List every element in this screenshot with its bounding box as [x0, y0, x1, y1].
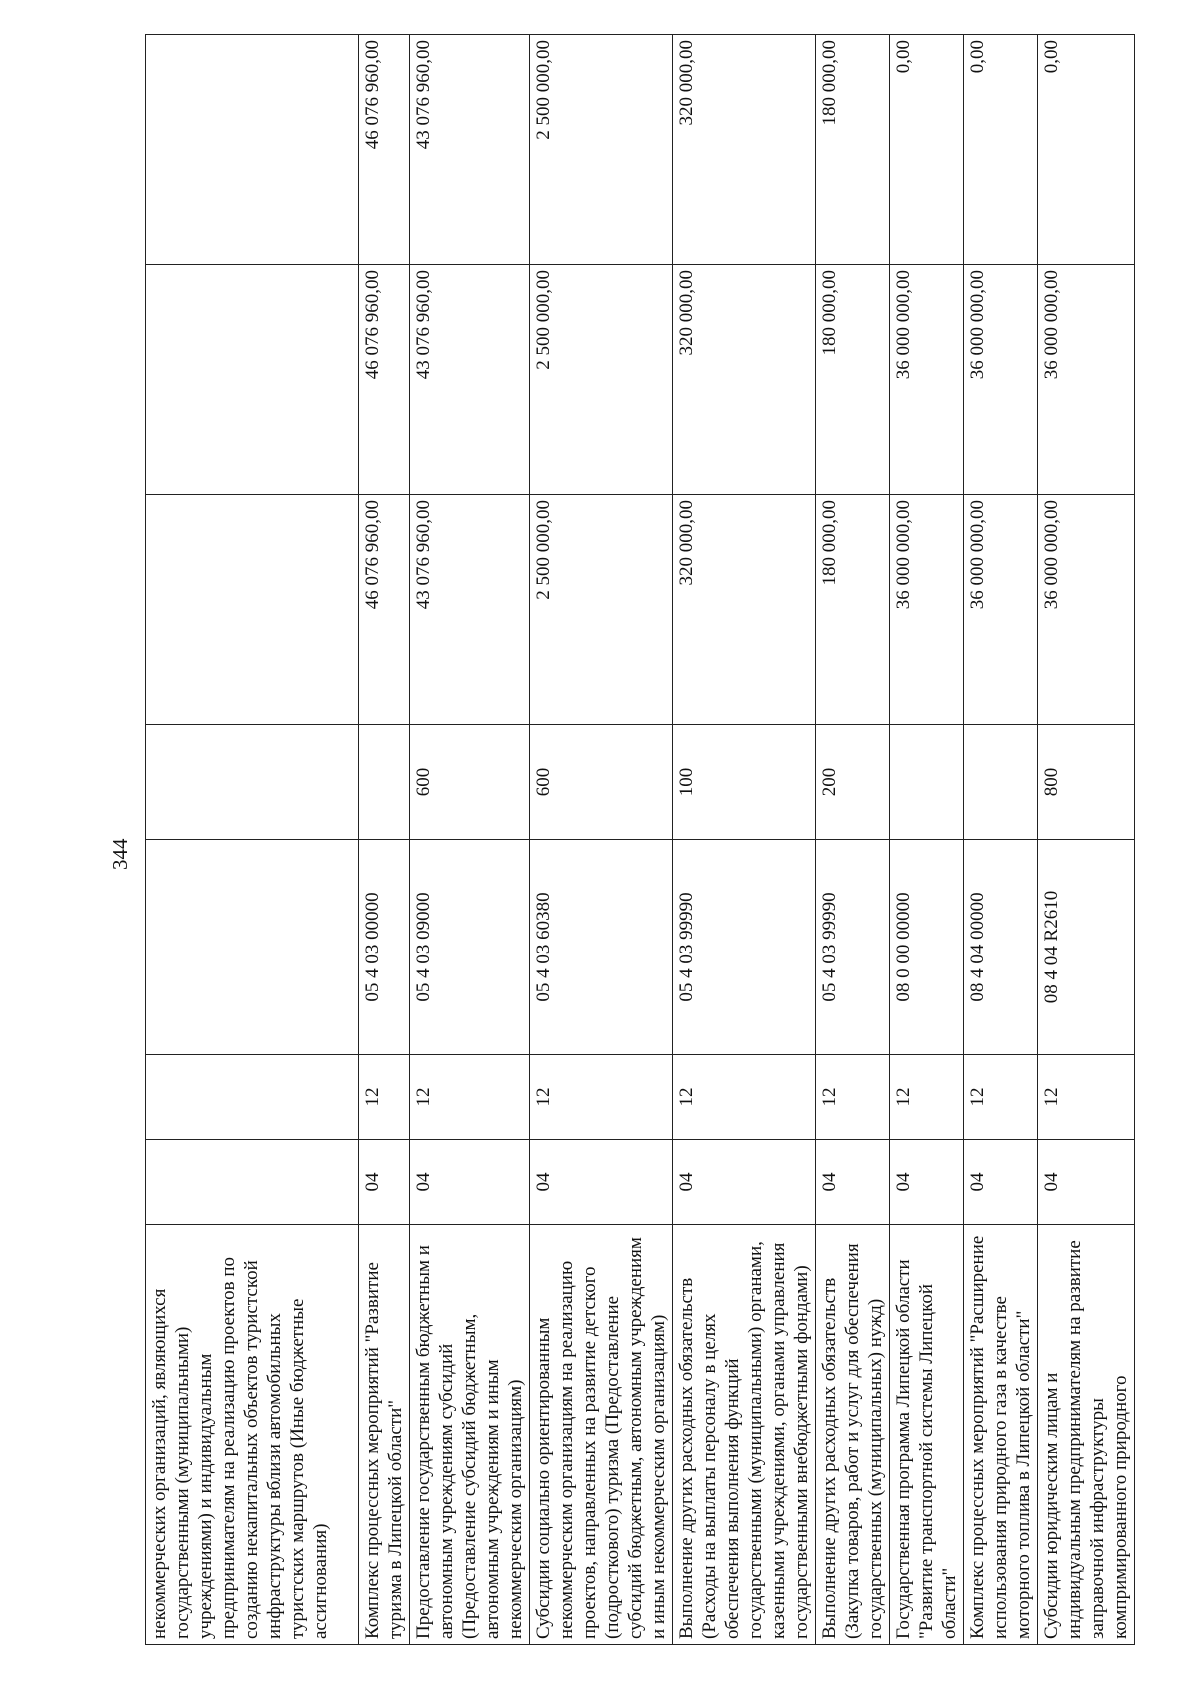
- target-article-code: 05 4 03 99990: [816, 840, 890, 1055]
- table-row: [530, 35, 673, 1645]
- expense-type-code: [146, 725, 359, 840]
- target-article-code: 05 4 03 60380: [530, 840, 673, 1055]
- amount-year-1: 2 500 000,00: [530, 495, 673, 725]
- expense-type-code: 800: [1038, 725, 1135, 840]
- table-row: [359, 35, 410, 1645]
- table-row: [1038, 35, 1135, 1645]
- expense-type-code: [964, 725, 1038, 840]
- amount-year-2: 43 076 960,00: [410, 265, 530, 495]
- amount-year-3: 46 076 960,00: [359, 35, 410, 265]
- subsection-code: 12: [359, 1055, 410, 1140]
- amount-year-3: 0,00: [964, 35, 1038, 265]
- subsection-code: [146, 1055, 359, 1140]
- amount-year-3: [146, 35, 359, 265]
- expense-type-code: 200: [816, 725, 890, 840]
- expense-type-code: [359, 725, 410, 840]
- amount-year-2: 320 000,00: [673, 265, 816, 495]
- section-code: 04: [816, 1140, 890, 1225]
- section-code: [146, 1140, 359, 1225]
- table-row: [410, 35, 530, 1645]
- expense-name: Субсидии социально ориентированным некоммерческим организациям на реализацию проектов, направленных на развитие детского (подросткового) туризма (Предоставление субсидий бюджетным, автономным учреждениям и иным некоммерческим организациям): [530, 1225, 673, 1645]
- section-code: 04: [1038, 1140, 1135, 1225]
- target-article-code: 08 4 04 00000: [964, 840, 1038, 1055]
- amount-year-1: 36 000 000,00: [1038, 495, 1135, 725]
- amount-year-1: 180 000,00: [816, 495, 890, 725]
- table-row: [890, 35, 964, 1645]
- amount-year-3: 180 000,00: [816, 35, 890, 265]
- amount-year-2: 2 500 000,00: [530, 265, 673, 495]
- target-article-code: [146, 840, 359, 1055]
- expense-type-code: 600: [410, 725, 530, 840]
- section-code: 04: [673, 1140, 816, 1225]
- target-article-code: 05 4 03 00000: [359, 840, 410, 1055]
- amount-year-3: 0,00: [890, 35, 964, 265]
- target-article-code: 05 4 03 09000: [410, 840, 530, 1055]
- table-row: [673, 35, 816, 1645]
- subsection-code: 12: [816, 1055, 890, 1140]
- expense-name: Комплекс процессных мероприятий "Расширение использования природного газа в качестве моторного топлива в Липецкой области": [964, 1225, 1038, 1645]
- budget-table: [145, 34, 1135, 1645]
- amount-year-2: 180 000,00: [816, 265, 890, 495]
- subsection-code: 12: [890, 1055, 964, 1140]
- amount-year-1: [146, 495, 359, 725]
- amount-year-1: 46 076 960,00: [359, 495, 410, 725]
- section-code: 04: [410, 1140, 530, 1225]
- section-code: 04: [359, 1140, 410, 1225]
- expense-type-code: 100: [673, 725, 816, 840]
- target-article-code: 08 4 04 R2610: [1038, 840, 1135, 1055]
- expense-type-code: 600: [530, 725, 673, 840]
- subsection-code: 12: [530, 1055, 673, 1140]
- amount-year-1: 36 000 000,00: [964, 495, 1038, 725]
- section-code: 04: [890, 1140, 964, 1225]
- amount-year-3: 320 000,00: [673, 35, 816, 265]
- amount-year-2: 36 000 000,00: [1038, 265, 1135, 495]
- budget-table-rotated: [145, 35, 1131, 1645]
- amount-year-3: 43 076 960,00: [410, 35, 530, 265]
- subsection-code: 12: [673, 1055, 816, 1140]
- amount-year-2: 46 076 960,00: [359, 265, 410, 495]
- target-article-code: 08 0 00 00000: [890, 840, 964, 1055]
- expense-name: Выполнение других расходных обязательств (Закупка товаров, работ и услуг для обеспечения государственных (муниципальных) нужд): [816, 1225, 890, 1645]
- subsection-code: 12: [1038, 1055, 1135, 1140]
- subsection-code: 12: [964, 1055, 1038, 1140]
- expense-name: Предоставление государственным бюджетным и автономным учреждениям субсидий (Предоставление субсидий бюджетным, автономным учреждениям и иным некоммерческим организациям): [410, 1225, 530, 1645]
- section-code: 04: [530, 1140, 673, 1225]
- expense-type-code: [890, 725, 964, 840]
- expense-name: Субсидии юридическим лицам и индивидуальным предпринимателям на развитие заправочной инфраструктуры компримированного природного: [1038, 1225, 1135, 1645]
- page-number: 344: [108, 838, 132, 870]
- expense-name: Государственная программа Липецкой области "Развитие транспортной системы Липецкой области": [890, 1225, 964, 1645]
- expense-name: Комплекс процессных мероприятий "Развитие туризма в Липецкой области": [359, 1225, 410, 1645]
- amount-year-2: [146, 265, 359, 495]
- expense-name: Выполнение других расходных обязательств (Расходы на выплаты персоналу в целях обеспечения выполнения функций государственными (муниципальными) органами, казенными учреждениями, органами управления государственными внебюджетными фондами): [673, 1225, 816, 1645]
- section-code: 04: [964, 1140, 1038, 1225]
- amount-year-3: 0,00: [1038, 35, 1135, 265]
- amount-year-1: 320 000,00: [673, 495, 816, 725]
- expense-name: некоммерческих организаций, являющихся государственными (муниципальными) учреждениями) и индивидуальным предпринимателям на реализацию проектов по созданию некапитальных объектов туристской инфраструктуры вблизи автомобильных туристских маршрутов (Иные бюджетные ассигнования): [146, 1225, 359, 1645]
- amount-year-2: 36 000 000,00: [964, 265, 1038, 495]
- amount-year-2: 36 000 000,00: [890, 265, 964, 495]
- table-row: [816, 35, 890, 1645]
- target-article-code: 05 4 03 99990: [673, 840, 816, 1055]
- amount-year-1: 36 000 000,00: [890, 495, 964, 725]
- subsection-code: 12: [410, 1055, 530, 1140]
- amount-year-1: 43 076 960,00: [410, 495, 530, 725]
- table-row: [146, 35, 359, 1645]
- table-row: [964, 35, 1038, 1645]
- amount-year-3: 2 500 000,00: [530, 35, 673, 265]
